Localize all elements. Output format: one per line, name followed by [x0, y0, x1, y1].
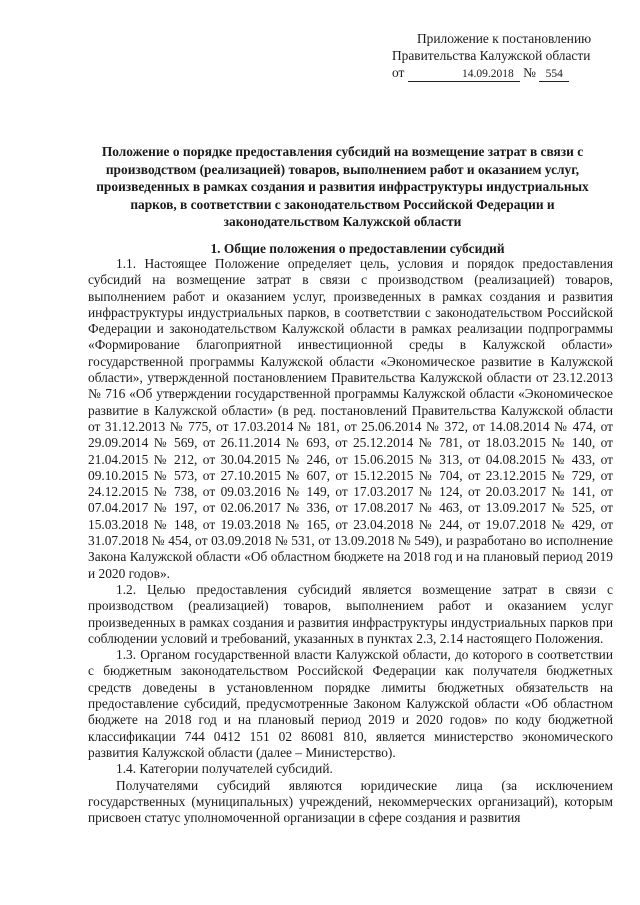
title-line: парков, в соответствии с законодательством Российской Федерации и [130, 196, 555, 212]
paragraph-1-3: 1.3. Органом государственной власти Калужской области, до которого в соответствии с бюджетным законодательством Российской Федерации как получателя бюджетных средств доведены в установленном порядке лимиты бюджетных обязательств на предоставление субсидий, предусмотренные Законом Калужской области «Об областном бюджете на 2018 год и на плановый период 2019 и 2020 годов» по коду бюджетной классификации 744 0412 151 02 86081 810, является министерство экономического развития Калужской области (далее – Министерство). [88, 647, 613, 760]
from-label: от [392, 65, 405, 80]
paragraph-1-4: 1.4. Категории получателей субсидий. [116, 761, 333, 777]
title-line: произведенных в рамках создания и развития инфраструктуры индустриальных [96, 179, 589, 194]
appendix-header [392, 30, 607, 82]
appendix-line-1: Приложение к постановлению [417, 31, 592, 46]
document-body [88, 256, 613, 826]
document-title [70, 143, 615, 231]
decree-number: 554 [539, 67, 569, 82]
section-heading: 1. Общие положения о предоставлении субсидий [210, 241, 505, 256]
paragraph-1-2: 1.2. Целью предоставления субсидий является возмещение затрат в связи с производством (реализацией) товаров, выполнением работ и оказанием услуг произведенных в рамках создания и развития инфраструктуры индустриальных парков при соблюдении условий и требований, указанных в пунктах 2.3, 2.14 настоящего Положения. [88, 581, 613, 646]
title-line: производством (реализацией) товаров, выполнением работ и оказанием услуг, [105, 161, 580, 177]
title-line: законодательством Калужской области [223, 214, 462, 229]
decree-date: 14.09.2018 [408, 67, 520, 82]
paragraph-1-1: 1.1. Настоящее Положение определяет цель, условия и порядок предоставления субсидий на возмещение затрат в связи с производством (реализацией) товаров, выполнением работ и оказанием услуг, произведенных в рамках создания и развития инфраструктуры индустриальных парков, в соответствии с законодательством Российской Федерации и законодательством Калужской области в рамках реализации подпрограммы «Формирование благоприятной инвестиционной среды в Калужской области» государственной программы Калужской области «Экономическое развитие в Калужской области», утвержденной постановлением Правительства Калужской области от 23.12.2013 № 716 «Об утверждении государственной программы Калужской области «Экономическое развитие в Калужской области» (в ред. постановлений Правительства Калужской области от 31.12.2013 № 775, от 17.03.2014 № 181, от 25.06.2014 № 372, от 14.08.2014 № 474, от 29.09.2014 № 569, от 26.11.2014 № 693, от 25.12.2014 № 781, от 18.03.2015 № 140, от 21.04.2015 № 212, от 30.04.2015 № 246, от 15.06.2015 № 313, от 04.08.2015 № 433, от 09.10.2015 № 573, от 27.10.2015 № 607, от 15.12.2015 № 704, от 23.12.2015 № 729, от 24.12.2015 № 738, от 09.03.2016 № 149, от 17.03.2017 № 124, от 20.03.2017 № 141, от 07.04.2017 № 197, от 02.06.2017 № 336, от 17.08.2017 № 463, от 13.09.2017 № 525, от 15.03.2018 № 148, от 19.03.2018 № 165, от 23.04.2018 № 244, от 19.07.2018 № 429, от 31.07.2018 № 454, от 03.09.2018 № 531, от 13.09.2018 № 549), и разработано во исполнение Закона Калужской области «Об областном бюджете на 2018 год и на плановый период 2019 и 2020 годов». [88, 256, 613, 581]
number-label: № [523, 65, 536, 80]
appendix-line-2: Правительства Калужской области [392, 48, 591, 63]
title-line: Положение о порядке предоставления субсидий на возмещение затрат в связи с [101, 144, 584, 159]
paragraph-1-4-text: Получателями субсидий являются юридические лица (за исключением государственных (муниципальных) учреждений, некоммерческих организаций), которым присвоен статус уполномоченной организации в сфере создания и развития [88, 777, 613, 826]
appendix-date-number [392, 64, 607, 82]
